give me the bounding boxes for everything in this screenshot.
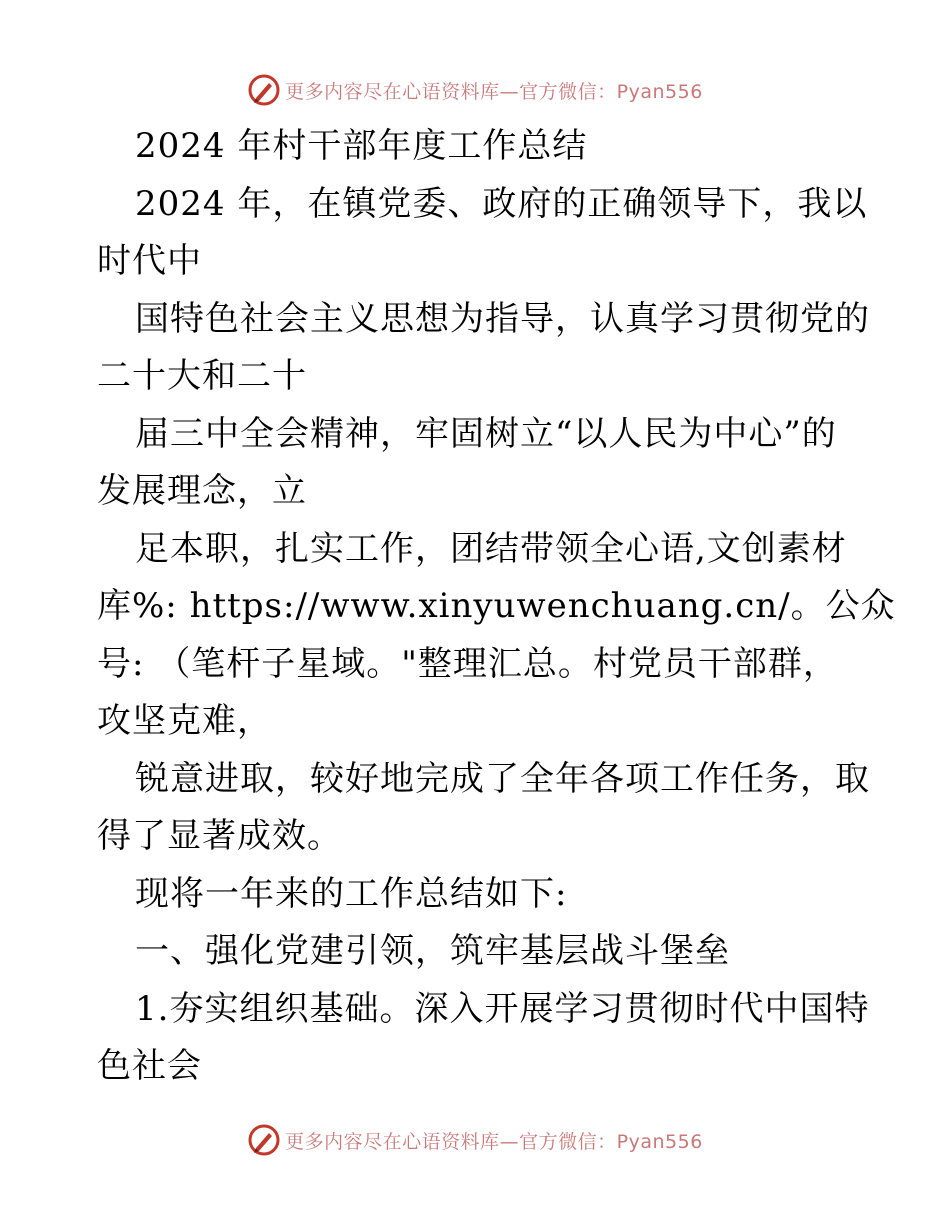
footer-watermark (0, 1120, 950, 1160)
paragraph-line: 锐意进取，较好地完成了全年各项工作任务，取 (135, 758, 870, 799)
paragraph-line: 届三中全会精神，牢固树立“以人民为中心”的 (135, 413, 837, 454)
paragraph-line: 现将一年来的工作总结如下: (135, 873, 568, 914)
header-watermark (0, 70, 950, 110)
paragraph-line: 色社会 (97, 1046, 202, 1086)
watermark-text: 更多内容尽在心语资料库—官方微信：Pyan556 (285, 80, 703, 103)
pen-logo-icon (247, 73, 281, 107)
document-title: 2024 年村干部年度工作总结 (135, 126, 588, 166)
section-heading: 一、强化党建引领，筑牢基层战斗堡垒 (135, 931, 730, 971)
watermark-text: 更多内容尽在心语资料库—官方微信：Pyan556 (285, 1130, 703, 1153)
paragraph-line: 国特色社会主义思想为指导，认真学习贯彻党的 (135, 298, 870, 339)
paragraph-line: 二十大和二十 (97, 356, 307, 396)
paragraph-line: 攻坚克难， (97, 701, 272, 741)
document-body (97, 118, 896, 1096)
paragraph-line: 库%: https://www.xinyuwenchuang.cn/。公众 (97, 586, 896, 626)
paragraph-line: 足本职，扎实工作，团结带领全心语,文创素材 (135, 528, 847, 569)
paragraph-line: 时代中 (97, 241, 202, 281)
paragraph-line: 2024 年，在镇党委、政府的正确领导下，我以 (135, 183, 868, 224)
paragraph-line: 发展理念，立 (97, 471, 307, 511)
paragraph-line: 号: （笔杆子星域。"整理汇总。村党员干部群， (97, 643, 838, 684)
pen-logo-icon (247, 1123, 281, 1157)
paragraph-line: 得了显著成效。 (97, 816, 342, 856)
paragraph-line: 1.夯实组织基础。深入开展学习贯彻时代中国特 (135, 988, 870, 1029)
